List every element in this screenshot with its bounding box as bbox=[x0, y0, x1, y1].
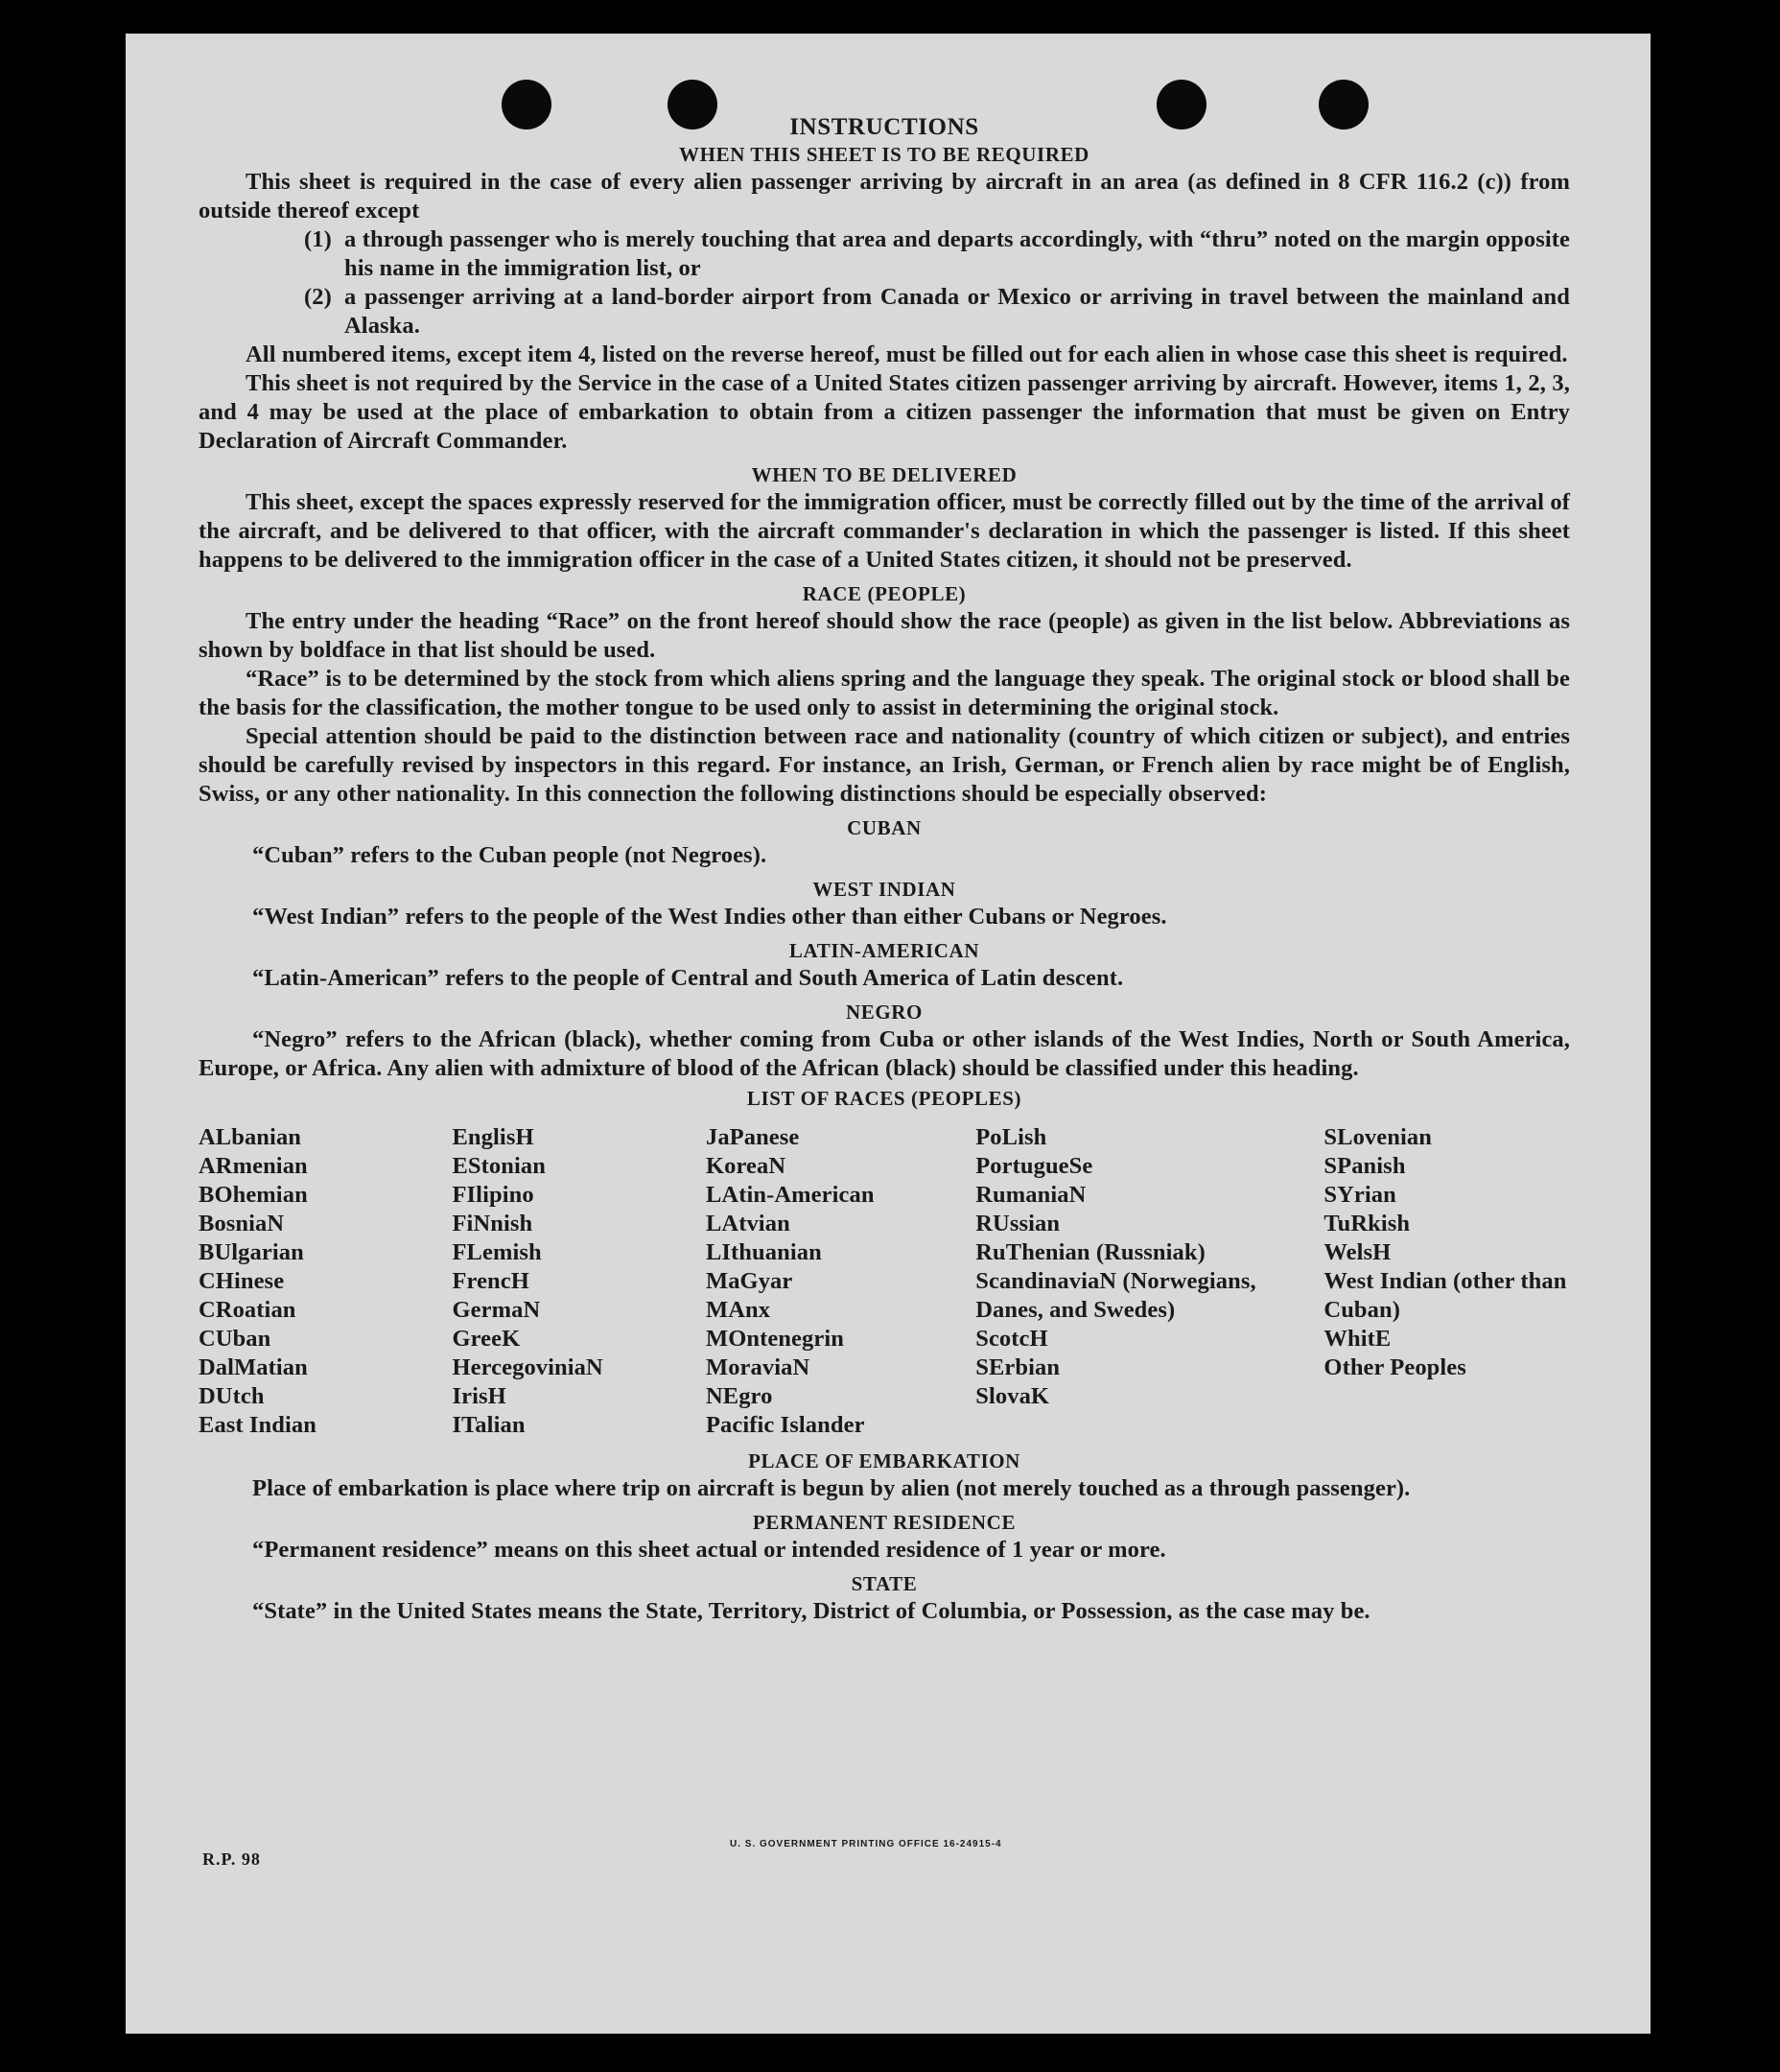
race-entry: MaGyar bbox=[705, 1268, 793, 1294]
section-heading-residence: PERMANENT RESIDENCE bbox=[752, 1511, 1017, 1534]
races-column bbox=[706, 1123, 975, 1440]
race-entry: BosniaN bbox=[199, 1211, 285, 1236]
race-entry: FLemish bbox=[452, 1239, 542, 1265]
paragraph: This sheet, except the spaces expressly reserved for the immigration officer, must be correctly filled out by the time of the arrival of the aircraft, and be delivered to that officer, with the aircraft commander's declaration in which the passenger is listed. If this sheet happens to be delivered to the immigration officer in the case of a United States citizen, it should not be preserved. bbox=[199, 489, 1570, 573]
race-entry: WelsH bbox=[1323, 1239, 1392, 1265]
race-entry: RuThenian (Russniak) bbox=[975, 1239, 1206, 1265]
race-entry: CUban bbox=[199, 1326, 271, 1352]
race-entry: TuRkish bbox=[1323, 1211, 1411, 1236]
race-entry: ALbanian bbox=[199, 1124, 302, 1150]
race-entry: HercegoviniaN bbox=[452, 1354, 603, 1380]
races-column bbox=[1323, 1123, 1570, 1440]
paragraph: This sheet is not required by the Service in the case of a United States citizen passenger arriving by aircraft. However, items 1, 2, 3, and 4 may be used at the place of embarkation to obtain from a citizen passenger the information that must be given on Entry Declaration of Aircraft Commander. bbox=[199, 370, 1570, 454]
race-entry: DalMatian bbox=[199, 1354, 308, 1380]
race-entry: ScotcH bbox=[975, 1326, 1048, 1352]
paragraph: This sheet is required in the case of every alien passenger arriving by aircraft in an area (as defined in 8 CFR 116.2 (c)) from outside thereof except bbox=[199, 169, 1570, 224]
race-entry: East Indian bbox=[199, 1412, 316, 1438]
race-entry: LAtin-American bbox=[705, 1182, 875, 1208]
race-entry: ITalian bbox=[452, 1412, 526, 1438]
race-entry: JaPanese bbox=[705, 1124, 800, 1150]
race-entry: Pacific Islander bbox=[705, 1412, 865, 1438]
race-entry: WhitE bbox=[1323, 1326, 1392, 1352]
races-column bbox=[975, 1123, 1323, 1440]
race-entry: MoraviaN bbox=[705, 1354, 810, 1380]
race-entry: SlovaK bbox=[975, 1383, 1050, 1409]
race-entry: EStonian bbox=[452, 1153, 546, 1179]
race-entry: RUssian bbox=[975, 1211, 1061, 1236]
definition: Place of embarkation is place where trip on aircraft is begun by alien (not merely touched as a through passenger). bbox=[252, 1475, 1411, 1501]
race-entry: West Indian (other than Cuban) bbox=[1323, 1268, 1567, 1323]
section-heading-west-indian: WEST INDIAN bbox=[812, 878, 956, 901]
section-heading-cuban: CUBAN bbox=[847, 816, 922, 839]
races-table bbox=[199, 1123, 1570, 1440]
race-entry: BUlgarian bbox=[199, 1239, 304, 1265]
exceptions-list bbox=[304, 225, 1570, 341]
race-entry: EnglisH bbox=[452, 1124, 534, 1150]
paragraph: Special attention should be paid to the distinction between race and nationality (country of which citizen or subject), and entries should be carefully revised by inspectors in this regard. For instance, an Irish, German, or French alien by race might be of English, Swiss, or any other nationality. In this connection the following distinctions should be especially observed: bbox=[199, 723, 1570, 807]
section-heading-embarkation: PLACE OF EMBARKATION bbox=[748, 1449, 1020, 1472]
definition: “Permanent residence” means on this sheet actual or intended residence of 1 year or more. bbox=[252, 1537, 1166, 1563]
race-entry: SPanish bbox=[1323, 1153, 1406, 1179]
definition: “Negro” refers to the African (black), whether coming from Cuba or other islands of the West Indies, North or South America, Europe, or Africa. Any alien with admixture of blood of the African (black) should be classified under this heading. bbox=[199, 1026, 1570, 1081]
document-page bbox=[126, 34, 1651, 2034]
race-entry: ARmenian bbox=[199, 1153, 308, 1179]
race-entry: IrisH bbox=[452, 1383, 506, 1409]
race-entry: PortugueSe bbox=[975, 1153, 1093, 1179]
race-entry: PoLish bbox=[975, 1124, 1047, 1150]
race-entry: FiNnish bbox=[452, 1211, 533, 1236]
race-entry: SErbian bbox=[975, 1354, 1061, 1380]
section-heading-races-list: LIST OF RACES (PEOPLES) bbox=[746, 1087, 1022, 1110]
races-column bbox=[199, 1123, 452, 1440]
race-entry: GermaN bbox=[452, 1297, 541, 1323]
race-entry: GreeK bbox=[452, 1326, 521, 1352]
race-entry: LAtvian bbox=[705, 1211, 790, 1236]
race-entry: NEgro bbox=[705, 1383, 773, 1409]
list-item: (1) a through passenger who is merely touching that area and departs accordingly, with “thru” noted on the margin opposite his name in the immigration list, or bbox=[304, 226, 1570, 281]
race-entry: SLovenian bbox=[1323, 1124, 1432, 1150]
race-entry: CRoatian bbox=[199, 1297, 296, 1323]
race-entry: ScandinaviaN (Norwegians, Danes, and Swedes) bbox=[975, 1268, 1256, 1323]
form-number: R.P. 98 bbox=[202, 1849, 261, 1869]
race-entry: LIthuanian bbox=[705, 1239, 822, 1265]
race-entry: FrencH bbox=[452, 1268, 529, 1294]
definition: “Cuban” refers to the Cuban people (not Negroes). bbox=[252, 842, 767, 868]
section-heading-delivered: WHEN TO BE DELIVERED bbox=[751, 463, 1018, 486]
race-entry: DUtch bbox=[199, 1383, 265, 1409]
paragraph: The entry under the heading “Race” on the front hereof should show the race (people) as given in the list below. Abbreviations as shown by boldface in that list should be used. bbox=[199, 608, 1570, 663]
section-heading-negro: NEGRO bbox=[845, 1001, 923, 1024]
race-entry: FIlipino bbox=[452, 1182, 534, 1208]
printer-imprint: U. S. GOVERNMENT PRINTING OFFICE 16-24915-4 bbox=[730, 1839, 1002, 1849]
race-entry: RumaniaN bbox=[975, 1182, 1087, 1208]
definition: “State” in the United States means the State, Territory, District of Columbia, or Possession, as the case may be. bbox=[252, 1598, 1370, 1624]
race-entry: CHinese bbox=[199, 1268, 285, 1294]
race-entry: SYrian bbox=[1323, 1182, 1396, 1208]
section-heading-latin-american: LATIN-AMERICAN bbox=[788, 939, 980, 962]
race-entry: MOntenegrin bbox=[705, 1326, 844, 1352]
races-column bbox=[452, 1123, 705, 1440]
instructions-body bbox=[199, 114, 1570, 1626]
definition: “West Indian” refers to the people of the West Indies other than either Cubans or Negroes. bbox=[252, 904, 1167, 930]
section-heading-state: STATE bbox=[851, 1572, 918, 1595]
race-entry: Other Peoples bbox=[1323, 1354, 1466, 1380]
section-heading-race: RACE (PEOPLE) bbox=[802, 582, 967, 605]
paragraph: All numbered items, except item 4, listed on the reverse hereof, must be filled out for each alien in whose case this sheet is required. bbox=[246, 341, 1568, 367]
race-entry: BOhemian bbox=[199, 1182, 308, 1208]
paragraph: “Race” is to be determined by the stock from which aliens spring and the language they speak. The original stock or blood shall be the basis for the classification, the mother tongue to be used only to assist in determining the original stock. bbox=[199, 666, 1570, 720]
page-title: INSTRUCTIONS bbox=[789, 114, 979, 140]
race-entry: KoreaN bbox=[705, 1153, 786, 1179]
definition: “Latin-American” refers to the people of Central and South America of Latin descent. bbox=[252, 965, 1124, 991]
race-entry: MAnx bbox=[705, 1297, 771, 1323]
section-heading-required: WHEN THIS SHEET IS TO BE REQUIRED bbox=[679, 143, 1089, 166]
list-item: (2) a passenger arriving at a land-border airport from Canada or Mexico or arriving in travel between the mainland and Alaska. bbox=[304, 284, 1570, 339]
